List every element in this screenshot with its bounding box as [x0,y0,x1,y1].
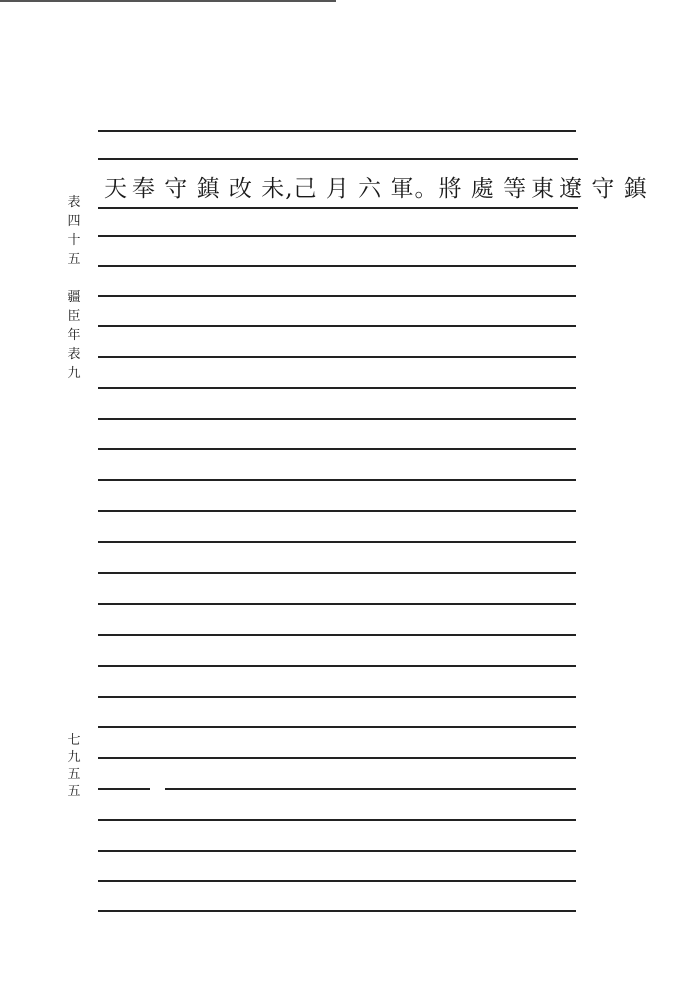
table-rule [98,880,576,882]
table-rule [98,819,576,821]
table-rule [98,448,576,450]
table-rule [98,295,576,297]
page-number-char: 九 [67,750,81,765]
table-rule [98,665,576,667]
table-rule [98,696,576,698]
page-number [64,732,84,800]
table-rule [98,479,576,481]
table-rule [98,788,150,790]
table-rule [98,387,576,389]
top-rule [0,0,336,2]
table-rule [98,130,576,132]
margin-char: 年 [67,328,81,343]
margin-char: 臣 [67,309,81,324]
margin-char: 九 [67,366,81,381]
table-rule [98,541,576,543]
page-number-char: 七 [67,733,81,748]
margin-title [64,193,84,383]
margin-spacer [64,269,84,288]
table-rule [98,757,576,759]
table-rule [98,265,576,267]
text-segment: 遼 守 鎮 [559,175,648,202]
text-segment: 天 [104,175,128,202]
table-rule [98,572,576,574]
table-rule [98,158,578,160]
table-rule [98,726,576,728]
table-rule [98,910,576,912]
table-rule [98,418,576,420]
table-rule [98,603,576,605]
text-segment: 奉 守 鎮 改 未,己 月 六 軍。將 處 等 [132,175,528,202]
margin-char: 五 [67,252,81,267]
table-rule [98,850,576,852]
table-rule [98,325,576,327]
page-number-char: 五 [67,784,81,799]
page-number-char: 五 [67,767,81,782]
table-rule [98,235,576,237]
margin-char: 表 [67,195,81,210]
table-rule [98,356,576,358]
margin-char: 十 [67,233,81,248]
table-rule [98,510,576,512]
margin-char: 疆 [67,290,81,305]
text-segment: 東 [531,175,556,202]
margin-char: 四 [67,214,81,229]
margin-char: 表 [67,347,81,362]
table-rule [165,788,576,790]
table-rule [98,634,576,636]
table-row-text [100,168,648,204]
table-rule [98,207,578,209]
